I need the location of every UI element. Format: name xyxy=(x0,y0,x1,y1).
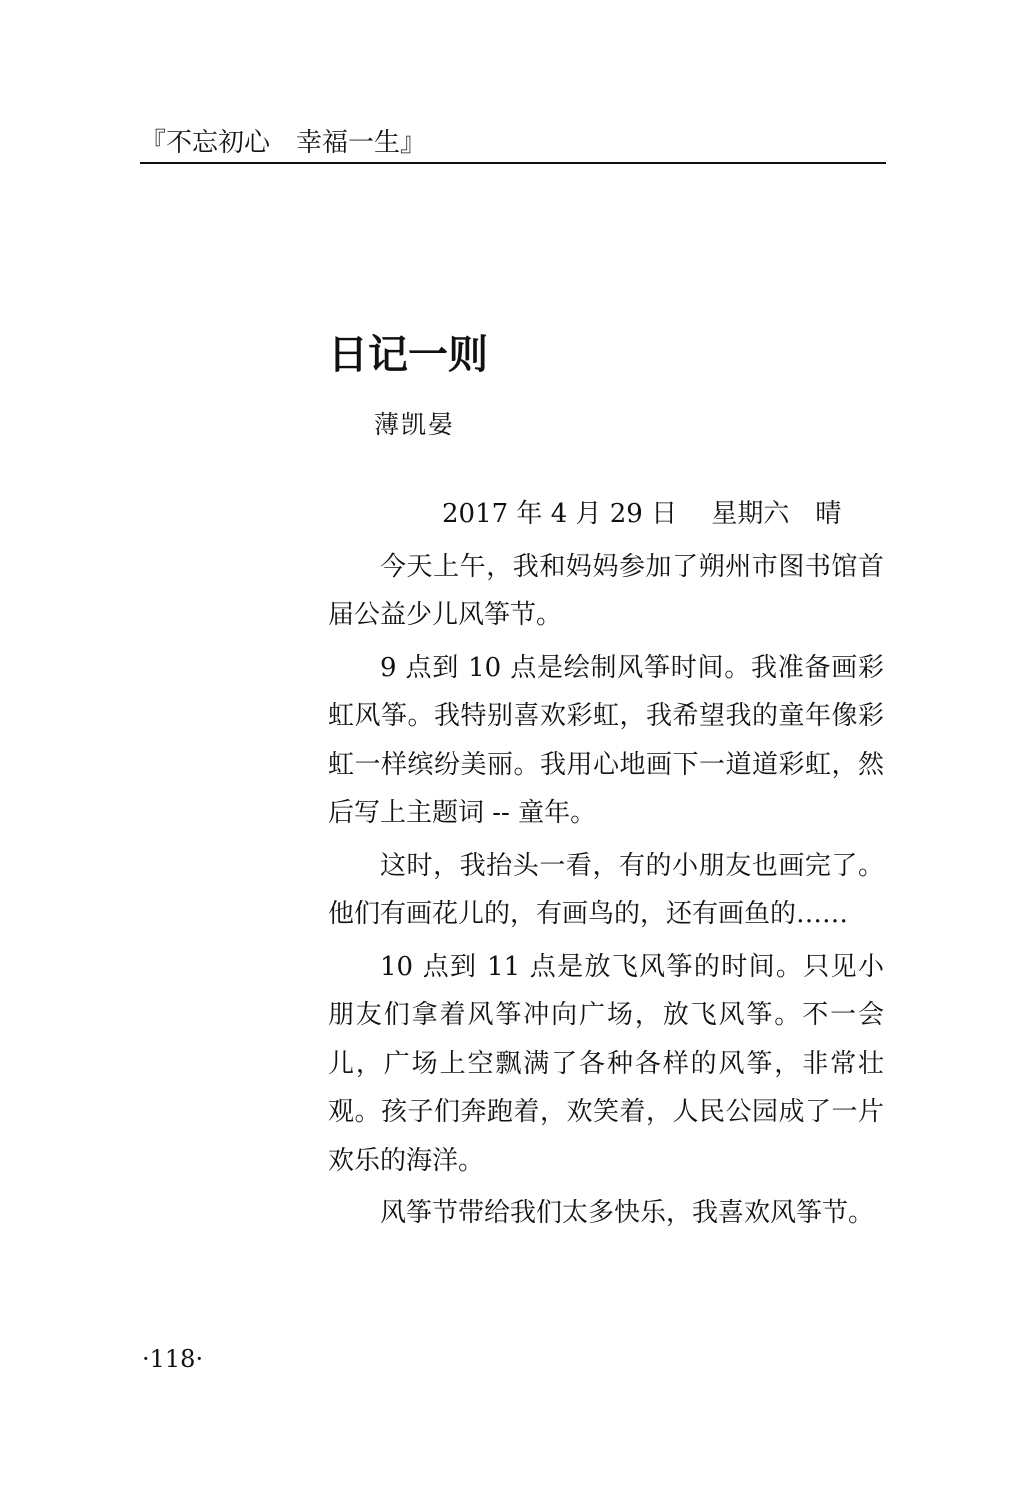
article-author: 薄凯晏 xyxy=(374,410,456,439)
article-body xyxy=(328,490,884,1242)
article-title: 日记一则 xyxy=(328,332,488,378)
paragraph-1: 今天上午，我和妈妈参加了朔州市图书馆首届公益少儿风筝节。 xyxy=(328,551,884,630)
page-number: ·118· xyxy=(142,1345,204,1373)
paragraph-3: 这时，我抬头一看，有的小朋友也画完了。他们有画花儿的，有画鸟的，还有画鱼的…… xyxy=(328,850,884,929)
running-header xyxy=(140,126,886,164)
paragraph-4: 10 点到 11 点是放飞风筝的时间。只见小朋友们拿着风筝冲向广场，放飞风筝。不一会儿，广场上空飘满了各种各样的风筝，非常壮观。孩子们奔跑着，欢笑着，人民公园成了一片欢乐的海洋。 xyxy=(328,951,884,1176)
running-header-title: 『不忘初心 幸福一生』 xyxy=(140,128,427,158)
paragraph-2: 9 点到 10 点是绘制风筝时间。我准备画彩虹风筝。我特别喜欢彩虹，我希望我的童年像彩虹一样缤纷美丽。我用心地画下一道道彩虹，然后写上主题词 -- 童年。 xyxy=(328,652,884,828)
diary-date-line: 2017 年 4 月 29 日 星期六 晴 xyxy=(442,499,842,529)
paragraph-5: 风筝节带给我们太多快乐，我喜欢风筝节。 xyxy=(380,1198,875,1228)
